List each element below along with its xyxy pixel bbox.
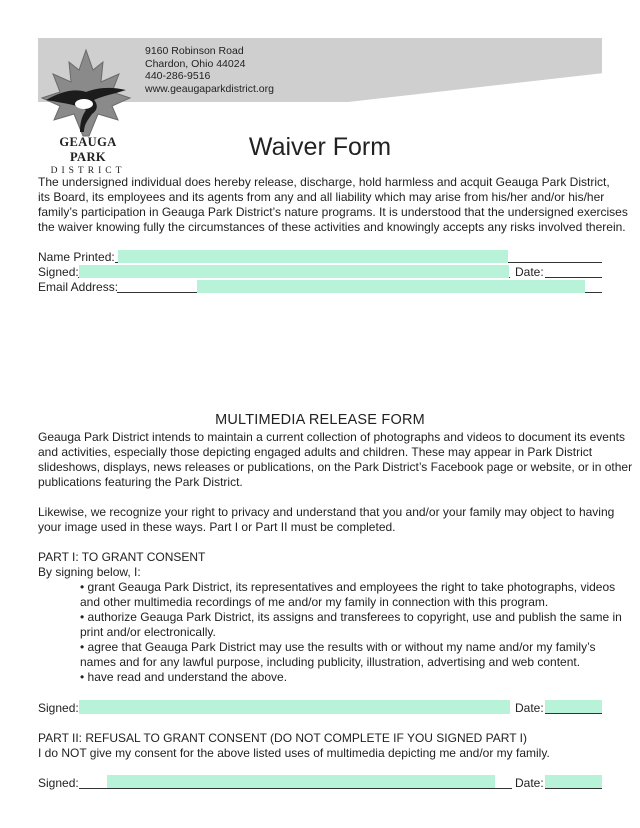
bullet-line: names and for any lawful purpose, including publicity, illustration, advertising and web content. (80, 655, 581, 669)
part2-block (38, 731, 604, 761)
release-intro-line: slideshows, displays, news releases or publications, on the Park District’s Facebook page or website, or in other (38, 460, 633, 474)
privacy-paragraph (38, 505, 615, 535)
waiver-line: family’s participation in Geauga Park District’s nature programs. It is understood that the undersigned exercises (38, 205, 628, 219)
address-website[interactable]: www.geaugaparkdistrict.org (145, 82, 274, 95)
bullet-line: and other multimedia recordings of me and/or my family in connection with this program. (80, 595, 549, 609)
part2-signature-field[interactable] (107, 775, 495, 788)
page-title: Waiver Form (248, 133, 392, 161)
bullet-line: • agree that Geauga Park District may use the results with or without my name and/or my family’s (80, 640, 596, 654)
part1-signed-label: Signed: (38, 701, 79, 715)
release-intro-line: publications featuring the Park District. (38, 475, 243, 489)
email-field[interactable] (197, 280, 585, 293)
part1-date-field[interactable] (545, 700, 602, 714)
part2-text: I do NOT give my consent for the above listed uses of multimedia depicting me and/or my family. (38, 746, 550, 760)
email-label: Email Address: (38, 280, 119, 294)
release-title: MULTIMEDIA RELEASE FORM (215, 412, 425, 428)
part1-lead: By signing below, I: (38, 565, 141, 579)
part2-date-label: Date: (515, 776, 544, 790)
park-logo-icon (40, 48, 132, 138)
bullet-line: • have read and understand the above. (80, 670, 288, 684)
bullet-line: print and/or electronically. (80, 625, 216, 639)
release-intro-line: and activities, especially those depicting engaged adults and children. These may appear in Park District (38, 445, 593, 459)
part2-date-field[interactable] (545, 775, 602, 789)
part2-heading: PART II: REFUSAL TO GRANT CONSENT (DO NOT COMPLETE IF YOU SIGNED PART I) (38, 731, 527, 745)
address-city: Chardon, Ohio 44024 (145, 57, 246, 70)
logo-line-1: GEAUGA PARK (59, 135, 117, 164)
waiver-date-label: Date: (515, 265, 544, 279)
waiver-signature-field[interactable] (79, 265, 509, 278)
address-street: 9160 Robinson Road (145, 45, 244, 57)
address-phone: 440-286-9516 (145, 70, 211, 83)
release-intro-line: Geauga Park District intends to maintain a current collection of photographs and videos to document its events (38, 430, 625, 444)
part1-date-label: Date: (515, 701, 544, 715)
part2-signed-label: Signed: (38, 776, 79, 790)
privacy-line: your image used in these ways. Part I or Part II must be completed. (38, 520, 396, 534)
part1-signature-field[interactable] (79, 700, 510, 714)
address-block (145, 45, 274, 95)
waiver-body (38, 175, 628, 235)
waiver-date-field[interactable] (545, 277, 602, 278)
part2-signed-underline (79, 788, 512, 789)
part1-block (38, 550, 604, 580)
waiver-signed-label: Signed: (38, 265, 79, 279)
waiver-line: its Board, its employees and its agents from any and all liability which may arise from his/her and/or his/her (38, 190, 605, 204)
waiver-line: The undersigned individual does hereby release, discharge, hold harmless and acquit Geauga Park District, (38, 175, 610, 189)
release-intro (38, 430, 633, 490)
part1-bullets (80, 580, 622, 685)
bullet-line: • grant Geauga Park District, its representatives and employees the right to take photographs, videos (80, 580, 616, 594)
name-printed-label: Name Printed: (38, 250, 115, 264)
bullet-line: • authorize Geauga Park District, its assigns and transferees to copyright, use and publish the same in (80, 610, 622, 624)
logo-line-2: DISTRICT (50, 166, 126, 176)
privacy-line: Likewise, we recognize your right to privacy and understand that you and/or your family may object to having (38, 505, 615, 519)
part1-heading: PART I: TO GRANT CONSENT (38, 550, 206, 564)
waiver-line: the waiver knowing fully the circumstances of these activities and knowingly accepts any risks involved therein. (38, 220, 626, 234)
name-printed-field[interactable] (118, 250, 508, 263)
